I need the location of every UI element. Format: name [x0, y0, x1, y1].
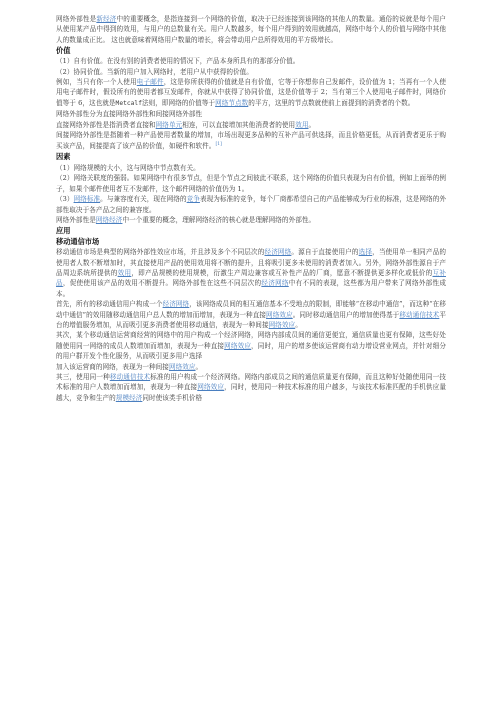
link-economic-network[interactable]: 经济网络 — [264, 248, 292, 257]
paragraph-second-cont: 加入该运营商的网络，表现为一种间接网络效应。 — [56, 362, 203, 371]
link-network-nodes[interactable]: 网络节点数 — [215, 98, 249, 107]
paragraph-synergy-value: （2）协同价值。当新的用户加入网络时，老用户从中获得的价值。 — [56, 67, 253, 76]
section-heading-application: 应用 — [56, 225, 71, 235]
subsection-heading-mobile: 移动通信市场 — [56, 236, 100, 246]
link-network-effect-2[interactable]: 网络效应 — [268, 320, 296, 329]
link-email[interactable]: 电子邮件 — [136, 77, 164, 86]
link-network-effect-5[interactable]: 网络效应 — [197, 383, 225, 392]
section-heading-factors: 因素 — [56, 152, 71, 162]
paragraph-factor-3: （3）网络标准。与兼容度有关，现在网络的竞争表现为标准的竞争，每个厂商都希望自己的产品能够成为行业的标准，这是网络的外部性取决于各产品之间的兼容度。 — [56, 195, 446, 214]
paragraph-third: 其三，使用同一种移动通信技术标准的用户构成一个经济网络。网络内部成员之间的通信质量更有保障，而且这种好处随使用同一技术标准的用户人数增加而增加，表现为一种直接网络效应，同时，使用同一种技术标准的用户越多，与该技术标准匹配的手机供应量越大，竞争和生产的规模经济同时使该类手机价格 — [56, 373, 446, 402]
link-network-effect[interactable]: 网络效应 — [266, 310, 293, 319]
link-economies-of-scale[interactable]: 规模经济 — [115, 393, 143, 402]
paragraph-indirect-externality: 间接网络外部性是指随着一种产品使用者数量的增加，市场出现更多品种的互补产品可供选择，而且价格更低，从而消费者更乐于购买该产品，间接提高了该产品的价值，如硬件和软件。[1] — [56, 130, 446, 151]
paragraph-first: 首先，所有的移动通信用户构成一个经济网络，该网络成员间的相互通信基本不受地点的限制，即能够“在移动中通信”，而这种“在移动中通信”的效用随移动通信用户总人数的增加而增加，表现为一种直接网络效应。同时移动通信用户的增加使得基于移动通信技术平台的增值服务增加，从而吸引更多消费者使用移动通信，表现为一种间接网络效应。 — [56, 300, 446, 329]
paragraph-factor-2: （2）网络关联度的强弱。如果网络中有很多节点，但是个节点之间彼此不联系，这个网络的价值只表现为自有价值，例如上面举的例子，如果个邮件使用者互不发邮件，这个邮件网络的价值仍为 1。 — [56, 174, 446, 193]
link-mobile-tech-2[interactable]: 移动通信技术 — [109, 373, 151, 381]
link-complement[interactable]: 互补品 — [56, 268, 446, 288]
paragraph-intro: 网络外部性是新经济中的重要概念，是指连接到一个网络的价值，取决于已经连接到该网络的其他人的数量。通俗的说就是每个用户从使用某产品中得到的效用，与用户的总数量有关。用户人数越多，每个用户得到的效用就越高，网络中每个人的价值与网络中其他人的数量成正比。 这也就意味着网络用户数量的增长，将会带动用户总所得效用的平方级增长。 — [56, 15, 446, 44]
section-heading-value: 价值 — [56, 45, 71, 55]
document-page — [56, 14, 446, 403]
link-network-standard[interactable]: 网络标准 — [73, 195, 101, 204]
paragraph-second: 其次，某个移动通信运营商经营的网络中的用户构成一个经济网络，网络内部成员间的通信更便宜，通信质量也更有保障，这些好处随使用同一网络的成员人数增加而增加，表现为一种直接网络效应，同时，用户的增多使该运营商有动力增设营业网点，并针对细分的用户群开发个性化服务，从而吸引更多用户选择 — [56, 331, 447, 361]
paragraph-network-economy: 网络外部性是网络经济中一个重要的概念，理解网络经济的核心就是理解网络的外部性。 — [56, 215, 316, 224]
link-economic-network-2[interactable]: 经济网络 — [261, 279, 289, 288]
link-network-economy[interactable]: 网络经济 — [95, 215, 123, 224]
link-mobile-tech[interactable]: 移动通信技术 — [399, 310, 440, 319]
link-network-effect-4[interactable]: 网络效应 — [168, 362, 196, 371]
paragraph-email-example: 例如，当只有你一个人使用电子邮件，这是你所获得的价值就是自有价值，它等于你想你自己发邮件，设价值为 1；当再有一个人使用电子邮件时，假设所有的使用者都互发邮件，你就从中获得了协同价值，这是价值等于 2；当有第三个人使用电子邮件时，网络价值等于 6，这也就是Metcalf法则，即网络的价值等于网络节点数的平方，这里的节点数就使前上面提到的消费者的个数。 — [56, 77, 446, 107]
link-network-unit[interactable]: 网络单元 — [155, 120, 183, 129]
link-utility-2[interactable]: 效用 — [117, 268, 132, 277]
paragraph-factor-1: （1）网络规模的大小，这与网络中节点数有关。 — [56, 163, 200, 172]
link-new-economy[interactable]: 新经济 — [96, 15, 117, 23]
paragraph-own-value: （1）自有价值。在没有别的消费者使用的情况下，产品本身所具有的那部分价值。 — [56, 57, 300, 66]
paragraph-direct-externality: 直接网络外部性是指消费者直接和网络单元相连，可以直接增加其他消费者的使用效用。 — [56, 120, 316, 129]
paragraph-mobile-market: 移动通信市场是典型的网络外部性效应市场，并且涉及多个不同层次的经济网络。源自于直接使用户的选择，当使用单一相同产品的使用者人数不断增加时，其直接使用产品的使用效用将不断的提升，且将吸引更多未使用的消费者加入。另外，网络外部性源自于产品周边系统所提供的效用，即产品规模的使用规模，衍激生产周边兼容或互补性产品的厂商，愿意不断提供更多样化或低价的互补品，促使使用该产品的效用不断提升。网络外部性在这些不同层次的经济网络中有不同的表现，这些都为用户带来了网络外部性成本。 — [56, 248, 447, 298]
link-choice[interactable]: 选择 — [358, 248, 373, 257]
link-network-effect-3[interactable]: 网络效应 — [224, 341, 252, 350]
citation-1[interactable]: [1] — [215, 142, 222, 148]
link-economic-network-3[interactable]: 经济网络 — [162, 300, 190, 309]
link-competition[interactable]: 竞争 — [186, 195, 200, 204]
paragraph-externality-types: 网络外部性分为直接网络外部性和间接网络外部性 — [56, 110, 203, 119]
link-utility[interactable]: 效用 — [295, 120, 309, 129]
